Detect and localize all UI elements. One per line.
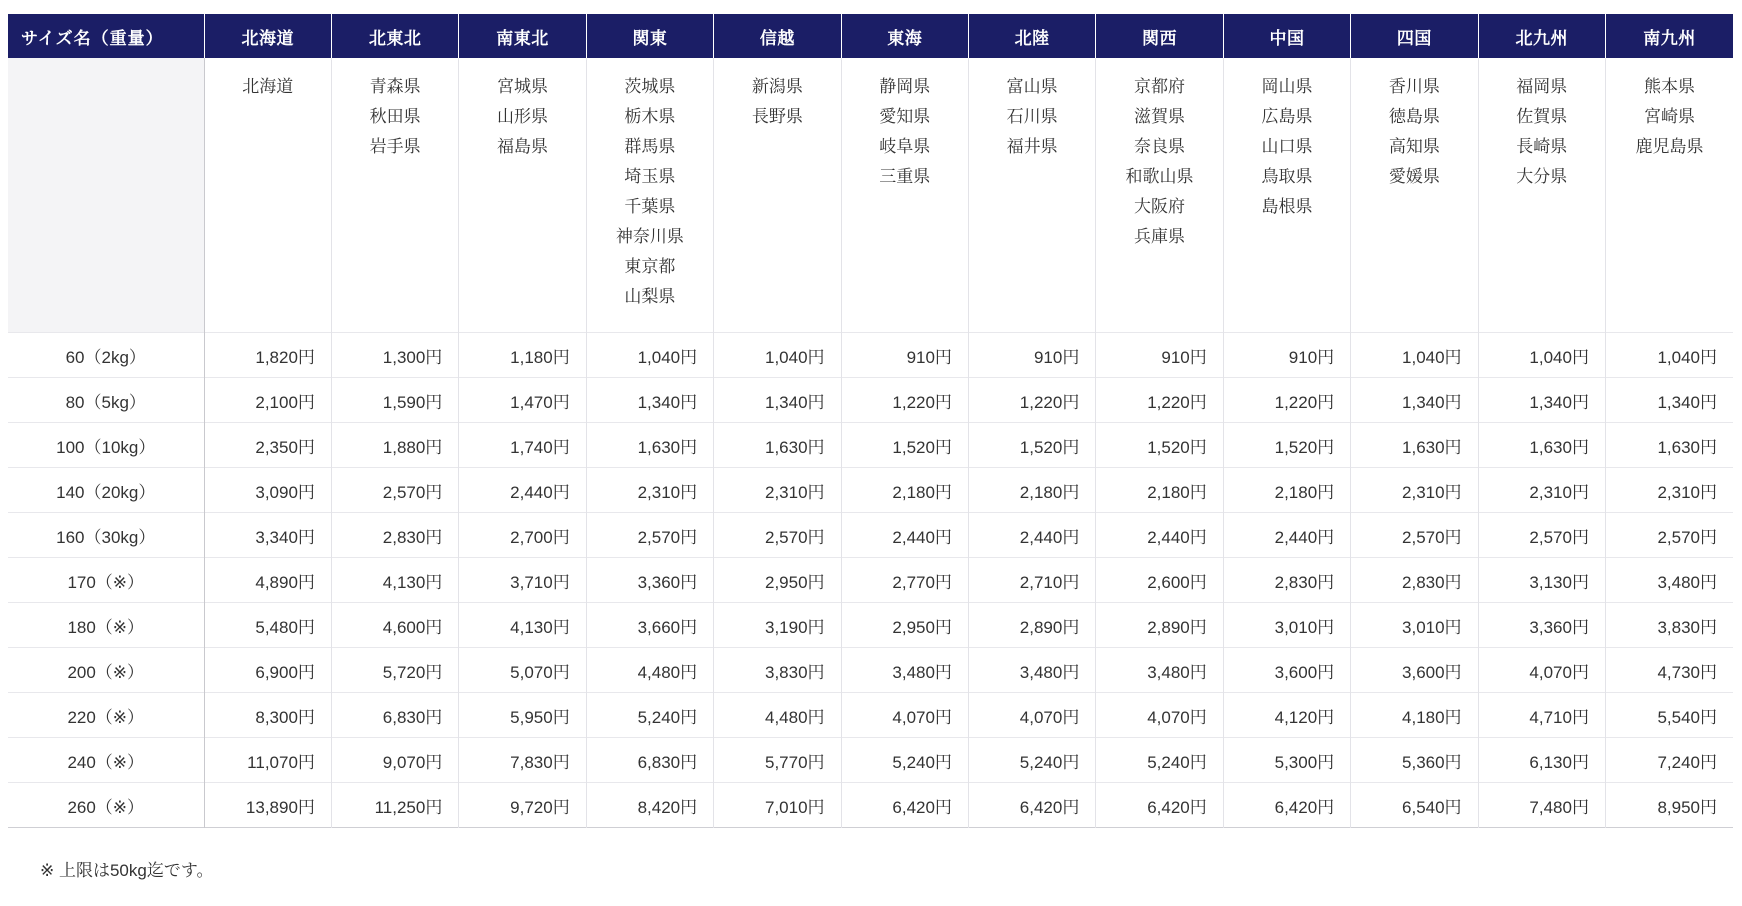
shipping-rate-table (8, 14, 1733, 828)
price-cell: 11,070円 (204, 738, 331, 783)
prefecture-name: 茨城県 (624, 77, 676, 96)
price-cell: 3,600円 (1351, 648, 1478, 693)
price-cell: 4,130円 (459, 603, 586, 648)
price-cell: 2,600円 (1096, 558, 1223, 603)
region-header: 信越 (714, 14, 841, 58)
price-cell: 5,950円 (459, 693, 586, 738)
price-cell: 910円 (968, 333, 1095, 378)
price-cell: 4,480円 (586, 648, 713, 693)
price-cell: 1,520円 (1223, 423, 1350, 468)
prefecture-row (8, 58, 1733, 333)
price-cell: 2,440円 (968, 513, 1095, 558)
prefecture-cell (331, 58, 458, 333)
prefecture-cell (1478, 58, 1605, 333)
rate-row (8, 468, 1733, 513)
prefecture-row-size-cell (8, 58, 204, 333)
prefecture-name: 愛知県 (879, 107, 931, 126)
price-cell: 3,360円 (1478, 603, 1605, 648)
price-cell: 2,830円 (1351, 558, 1478, 603)
price-cell: 5,240円 (1096, 738, 1223, 783)
price-cell: 2,950円 (841, 603, 968, 648)
price-cell: 2,100円 (204, 378, 331, 423)
prefecture-name: 静岡県 (879, 77, 931, 96)
prefecture-name: 山形県 (497, 107, 549, 126)
prefecture-name: 大阪府 (1134, 197, 1186, 216)
prefecture-name: 新潟県 (751, 77, 803, 96)
price-cell: 2,310円 (586, 468, 713, 513)
price-cell: 6,420円 (968, 783, 1095, 828)
price-cell: 4,710円 (1478, 693, 1605, 738)
prefecture-name: 熊本県 (1643, 77, 1695, 96)
price-cell: 2,570円 (1478, 513, 1605, 558)
price-cell: 1,470円 (459, 378, 586, 423)
size-cell: 140（20kg） (8, 468, 204, 513)
prefecture-cell (968, 58, 1095, 333)
prefecture-name: 栃木県 (624, 107, 676, 126)
price-cell: 9,070円 (331, 738, 458, 783)
price-cell: 3,190円 (714, 603, 841, 648)
price-cell: 2,180円 (1096, 468, 1223, 513)
prefecture-name: 神奈川県 (615, 227, 684, 246)
price-cell: 1,630円 (714, 423, 841, 468)
prefecture-name: 和歌山県 (1125, 167, 1194, 186)
price-cell: 3,090円 (204, 468, 331, 513)
price-cell: 1,220円 (968, 378, 1095, 423)
price-cell: 2,310円 (1351, 468, 1478, 513)
prefecture-cell (841, 58, 968, 333)
region-header: 関西 (1096, 14, 1223, 58)
size-cell: 200（※） (8, 648, 204, 693)
price-cell: 4,730円 (1605, 648, 1733, 693)
price-cell: 5,720円 (331, 648, 458, 693)
price-cell: 2,570円 (1351, 513, 1478, 558)
prefecture-name: 広島県 (1261, 107, 1313, 126)
rate-row (8, 558, 1733, 603)
prefecture-name: 富山県 (1006, 77, 1058, 96)
price-cell: 2,890円 (1096, 603, 1223, 648)
price-cell: 1,520円 (841, 423, 968, 468)
prefecture-name: 宮城県 (497, 77, 549, 96)
price-cell: 2,710円 (968, 558, 1095, 603)
prefecture-name: 三重県 (879, 167, 931, 186)
region-header: 北海道 (204, 14, 331, 58)
price-cell: 1,180円 (459, 333, 586, 378)
prefecture-name: 兵庫県 (1134, 227, 1186, 246)
price-cell: 3,360円 (586, 558, 713, 603)
price-cell: 3,710円 (459, 558, 586, 603)
prefecture-cell (586, 58, 713, 333)
price-cell: 2,770円 (841, 558, 968, 603)
rate-row (8, 603, 1733, 648)
rate-row (8, 513, 1733, 558)
prefecture-name: 香川県 (1388, 77, 1440, 96)
prefecture-cell (1605, 58, 1733, 333)
prefecture-name: 福島県 (497, 137, 549, 156)
price-cell: 9,720円 (459, 783, 586, 828)
price-cell: 3,830円 (1605, 603, 1733, 648)
prefecture-name: 山口県 (1261, 137, 1313, 156)
price-cell: 5,240円 (841, 738, 968, 783)
price-cell: 1,590円 (331, 378, 458, 423)
price-cell: 1,340円 (1478, 378, 1605, 423)
price-cell: 4,480円 (714, 693, 841, 738)
price-cell: 1,630円 (586, 423, 713, 468)
price-cell: 1,040円 (586, 333, 713, 378)
prefecture-name: 宮崎県 (1643, 107, 1695, 126)
price-cell: 5,240円 (586, 693, 713, 738)
region-header: 北東北 (331, 14, 458, 58)
price-cell: 1,820円 (204, 333, 331, 378)
size-cell: 100（10kg） (8, 423, 204, 468)
price-cell: 1,880円 (331, 423, 458, 468)
size-cell: 170（※） (8, 558, 204, 603)
prefecture-name: 奈良県 (1134, 137, 1186, 156)
prefecture-name: 鹿児島県 (1635, 137, 1704, 156)
price-cell: 2,350円 (204, 423, 331, 468)
price-cell: 1,340円 (714, 378, 841, 423)
price-cell: 6,420円 (1223, 783, 1350, 828)
price-cell: 5,240円 (968, 738, 1095, 783)
size-cell: 240（※） (8, 738, 204, 783)
price-cell: 910円 (1223, 333, 1350, 378)
price-cell: 1,340円 (1605, 378, 1733, 423)
price-cell: 3,830円 (714, 648, 841, 693)
prefecture-name: 千葉県 (624, 197, 676, 216)
price-cell: 8,420円 (586, 783, 713, 828)
prefecture-name: 山梨県 (624, 287, 676, 306)
price-cell: 4,600円 (331, 603, 458, 648)
prefecture-name: 岡山県 (1261, 77, 1313, 96)
price-cell: 5,540円 (1605, 693, 1733, 738)
size-cell: 260（※） (8, 783, 204, 828)
price-cell: 2,570円 (714, 513, 841, 558)
size-limit-note: ※ 上限は50kg迄です。 (40, 861, 214, 880)
price-cell: 1,630円 (1605, 423, 1733, 468)
price-cell: 6,900円 (204, 648, 331, 693)
prefecture-name: 岐阜県 (879, 137, 931, 156)
prefecture-cell (1223, 58, 1350, 333)
price-cell: 5,770円 (714, 738, 841, 783)
price-cell: 910円 (841, 333, 968, 378)
prefecture-name: 青森県 (369, 77, 421, 96)
price-cell: 2,180円 (841, 468, 968, 513)
region-header: 中国 (1223, 14, 1350, 58)
price-cell: 3,480円 (968, 648, 1095, 693)
prefecture-name: 秋田県 (369, 107, 421, 126)
rate-row (8, 693, 1733, 738)
price-cell: 8,300円 (204, 693, 331, 738)
rate-row (8, 648, 1733, 693)
price-cell: 3,480円 (1605, 558, 1733, 603)
price-cell: 7,240円 (1605, 738, 1733, 783)
price-cell: 3,480円 (1096, 648, 1223, 693)
prefecture-name: 埼玉県 (624, 167, 676, 186)
price-cell: 2,830円 (331, 513, 458, 558)
price-cell: 6,420円 (1096, 783, 1223, 828)
region-header: 四国 (1351, 14, 1478, 58)
price-cell: 4,120円 (1223, 693, 1350, 738)
price-cell: 6,130円 (1478, 738, 1605, 783)
rate-row (8, 423, 1733, 468)
price-cell: 7,480円 (1478, 783, 1605, 828)
prefecture-name: 佐賀県 (1516, 107, 1568, 126)
price-cell: 5,480円 (204, 603, 331, 648)
price-cell: 5,300円 (1223, 738, 1350, 783)
price-cell: 1,630円 (1351, 423, 1478, 468)
region-header: 北九州 (1478, 14, 1605, 58)
prefecture-name: 岩手県 (369, 137, 421, 156)
prefecture-name: 福岡県 (1516, 77, 1568, 96)
price-cell: 5,070円 (459, 648, 586, 693)
prefecture-name: 鳥取県 (1261, 167, 1313, 186)
price-cell: 1,220円 (841, 378, 968, 423)
price-cell: 1,340円 (586, 378, 713, 423)
price-cell: 2,700円 (459, 513, 586, 558)
price-cell: 2,950円 (714, 558, 841, 603)
prefecture-cell (459, 58, 586, 333)
rate-row (8, 333, 1733, 378)
price-cell: 6,830円 (331, 693, 458, 738)
prefecture-name: 群馬県 (624, 137, 676, 156)
prefecture-cell (1096, 58, 1223, 333)
price-cell: 1,630円 (1478, 423, 1605, 468)
price-cell: 3,010円 (1351, 603, 1478, 648)
region-header: 北陸 (968, 14, 1095, 58)
prefecture-name: 愛媛県 (1388, 167, 1440, 186)
price-cell: 2,570円 (586, 513, 713, 558)
price-cell: 2,310円 (714, 468, 841, 513)
price-cell: 2,310円 (1478, 468, 1605, 513)
rate-row (8, 378, 1733, 423)
price-cell: 910円 (1096, 333, 1223, 378)
price-cell: 2,180円 (968, 468, 1095, 513)
prefecture-cell (714, 58, 841, 333)
price-cell: 4,890円 (204, 558, 331, 603)
prefecture-name: 徳島県 (1388, 107, 1440, 126)
region-header: 東海 (841, 14, 968, 58)
price-cell: 4,070円 (841, 693, 968, 738)
prefecture-name: 東京都 (624, 257, 676, 276)
price-cell: 7,010円 (714, 783, 841, 828)
price-cell: 2,890円 (968, 603, 1095, 648)
prefecture-name: 島根県 (1261, 197, 1313, 216)
price-cell: 1,340円 (1351, 378, 1478, 423)
region-header: 関東 (586, 14, 713, 58)
prefecture-cell (204, 58, 331, 333)
price-cell: 8,950円 (1605, 783, 1733, 828)
prefecture-name: 滋賀県 (1134, 107, 1186, 126)
rate-row (8, 783, 1733, 828)
price-cell: 2,570円 (1605, 513, 1733, 558)
price-cell: 4,070円 (1478, 648, 1605, 693)
price-cell: 3,010円 (1223, 603, 1350, 648)
size-cell: 80（5kg） (8, 378, 204, 423)
size-name-header: サイズ名（重量） (8, 14, 204, 58)
price-cell: 4,180円 (1351, 693, 1478, 738)
price-cell: 4,070円 (968, 693, 1095, 738)
price-cell: 2,830円 (1223, 558, 1350, 603)
region-header-row (8, 14, 1733, 58)
price-cell: 2,570円 (331, 468, 458, 513)
price-cell: 1,520円 (968, 423, 1095, 468)
price-cell: 1,300円 (331, 333, 458, 378)
price-cell: 2,440円 (1096, 513, 1223, 558)
price-cell: 2,180円 (1223, 468, 1350, 513)
prefecture-name: 北海道 (242, 77, 294, 96)
prefecture-name: 福井県 (1006, 137, 1058, 156)
price-cell: 1,520円 (1096, 423, 1223, 468)
price-cell: 6,420円 (841, 783, 968, 828)
price-cell: 2,440円 (1223, 513, 1350, 558)
price-cell: 4,130円 (331, 558, 458, 603)
size-cell: 160（30kg） (8, 513, 204, 558)
rate-row (8, 738, 1733, 783)
price-cell: 3,130円 (1478, 558, 1605, 603)
price-cell: 6,830円 (586, 738, 713, 783)
prefecture-name: 石川県 (1006, 107, 1058, 126)
region-header: 南東北 (459, 14, 586, 58)
price-cell: 2,440円 (459, 468, 586, 513)
price-cell: 2,440円 (841, 513, 968, 558)
price-cell: 3,340円 (204, 513, 331, 558)
price-cell: 1,740円 (459, 423, 586, 468)
price-cell: 3,660円 (586, 603, 713, 648)
price-cell: 3,480円 (841, 648, 968, 693)
price-cell: 1,040円 (714, 333, 841, 378)
prefecture-name: 長野県 (751, 107, 803, 126)
price-cell: 3,600円 (1223, 648, 1350, 693)
price-cell: 1,040円 (1605, 333, 1733, 378)
size-cell: 60（2kg） (8, 333, 204, 378)
prefecture-name: 京都府 (1134, 77, 1186, 96)
prefecture-name: 高知県 (1388, 137, 1440, 156)
price-cell: 7,830円 (459, 738, 586, 783)
prefecture-name: 長崎県 (1516, 137, 1568, 156)
price-cell: 6,540円 (1351, 783, 1478, 828)
price-cell: 1,220円 (1223, 378, 1350, 423)
price-cell: 11,250円 (331, 783, 458, 828)
price-cell: 1,040円 (1351, 333, 1478, 378)
price-cell: 2,310円 (1605, 468, 1733, 513)
size-cell: 220（※） (8, 693, 204, 738)
price-cell: 4,070円 (1096, 693, 1223, 738)
region-header: 南九州 (1605, 14, 1733, 58)
size-cell: 180（※） (8, 603, 204, 648)
prefecture-name: 大分県 (1516, 167, 1568, 186)
price-cell: 5,360円 (1351, 738, 1478, 783)
price-cell: 1,220円 (1096, 378, 1223, 423)
prefecture-cell (1351, 58, 1478, 333)
price-cell: 13,890円 (204, 783, 331, 828)
price-cell: 1,040円 (1478, 333, 1605, 378)
